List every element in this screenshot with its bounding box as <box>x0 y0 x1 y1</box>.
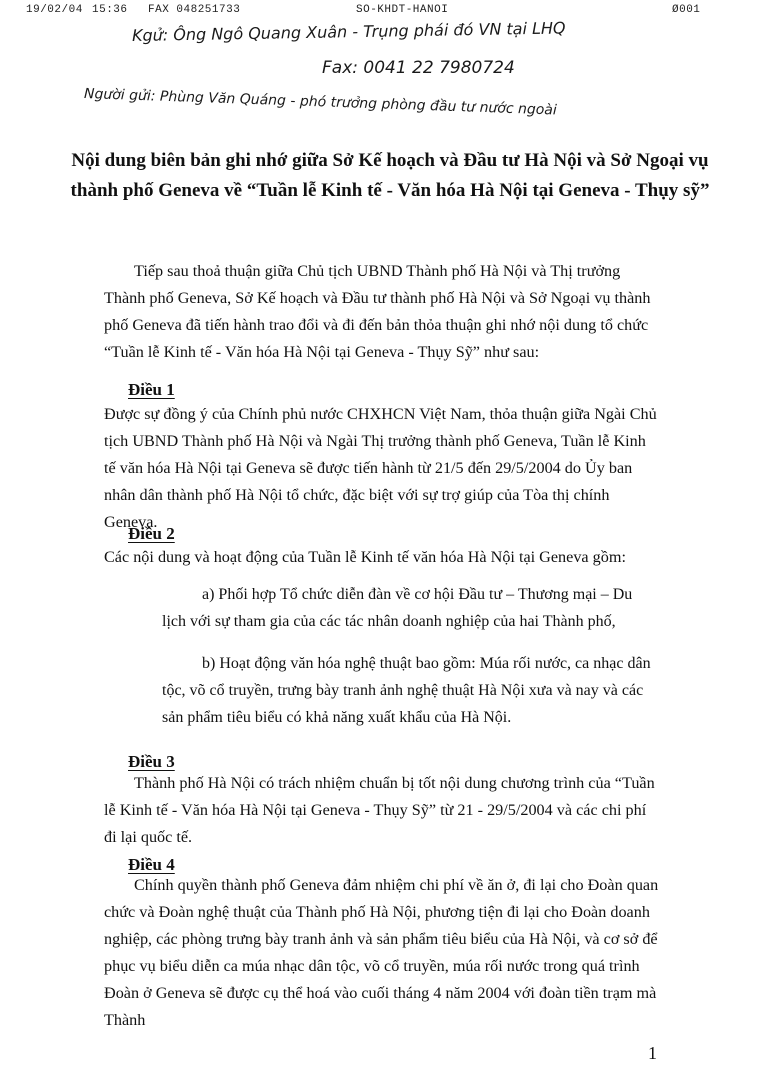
handwritten-recipient: Kgử: Ông Ngô Quang Xuân - Trụng phái đó VN tại LHQ <box>131 18 566 45</box>
article-1-heading: Điều 1 <box>128 380 175 399</box>
handwritten-sender: Người gửi: Phùng Văn Quáng - phó trưởng phòng đầu tư nước ngoài <box>83 86 558 119</box>
article-1-text: Được sự đồng ý của Chính phủ nước CHXHCN Việt Nam, thỏa thuận giữa Ngài Chủ tịch UBND Thành phố Hà Nội và Ngài Thị trưởng thành phố Geneva, Tuần lễ Kinh tế văn hóa Hà Nội tại Geneva sẽ được tiến hành từ 21/5 đến 29/5/2004 do Ủy ban nhân dân thành phố Hà Nội tổ chức, đặc biệt với sự trợ giúp của Tòa thị chính Geneva. <box>104 405 657 531</box>
fax-date: 19/02/04 <box>26 4 83 16</box>
document-title: Nội dung biên bản ghi nhớ giữa Sở Kế hoạch và Đầu tư Hà Nội và Sở Ngoại vụ thành phố Geneva về “Tuần lễ Kinh tế - Văn hóa Hà Nội tại Geneva - Thụy sỹ” <box>70 150 710 201</box>
fax-number: FAX 048251733 <box>148 4 241 16</box>
article-4-heading: Điều 4 <box>128 855 175 874</box>
article-4-text: Chính quyền thành phố Geneva đảm nhiệm chi phí về ăn ở, đi lại cho Đoàn quan chức và Đoàn nghệ thuật của Thành phố Hà Nội, phương tiện đi lại cho Đoàn doanh nghiệp, các phòng trưng bày tranh ảnh và sản phẩm tiêu biểu của Hà Nội, và cơ sở để phục vụ biểu diễn ca múa nhạc dân tộc, võ cổ truyền, múa rối nước trong quá trình Đoàn ở Geneva sẽ được cụ thể hoá vào cuối tháng 4 năm 2004 với đoàn tiền trạm mà Thành <box>104 876 659 1029</box>
article-3-text: Thành phố Hà Nội có trách nhiệm chuẩn bị tốt nội dung chương trình của “Tuần lễ Kinh tế - Văn hóa Hà Nội tại Geneva - Thụy Sỹ” từ 21 - 29/5/2004 và các chi phí đi lại quốc tế. <box>104 774 655 846</box>
article-2-text: Các nội dung và hoạt động của Tuần lễ Kinh tế văn hóa Hà Nội tại Geneva gồm: <box>104 548 626 566</box>
fax-header <box>26 4 730 22</box>
fax-time: 15:36 <box>92 4 128 16</box>
page-number: 1 <box>648 1043 657 1063</box>
fax-sender-id: SO-KHDT-HANOI <box>356 4 449 16</box>
article-2-item-b: b) Hoạt động văn hóa nghệ thuật bao gồm: Múa rối nước, ca nhạc dân tộc, võ cổ truyền, trưng bày tranh ảnh nghệ thuật Hà Nội xưa và nay và các sản phẩm tiêu biểu có khả năng xuất khẩu của Hà Nội. <box>162 655 651 726</box>
article-3-heading: Điều 3 <box>128 752 175 771</box>
article-2-heading: Điều 2 <box>128 524 175 543</box>
article-2-item-a: a) Phối hợp Tổ chức diễn đàn về cơ hội Đầu tư – Thương mại – Du lịch với sự tham gia của các tác nhân doanh nghiệp của hai Thành phố, <box>162 586 633 630</box>
fax-page-marker: Ø001 <box>672 4 701 16</box>
handwritten-fax-number: Fax: 0041 22 7980724 <box>322 58 515 78</box>
intro-paragraph: Tiếp sau thoả thuận giữa Chủ tịch UBND Thành phố Hà Nội và Thị trưởng Thành phố Geneva, Sở Kế hoạch và Đầu tư thành phố Hà Nội và Sở Ngoại vụ thành phố Geneva đã tiến hành trao đổi và đi đến bản thỏa thuận ghi nhớ nội dung tổ chức “Tuần lễ Kinh tế - Văn hóa Hà Nội tại Geneva - Thụy Sỹ” như sau: <box>104 262 651 361</box>
